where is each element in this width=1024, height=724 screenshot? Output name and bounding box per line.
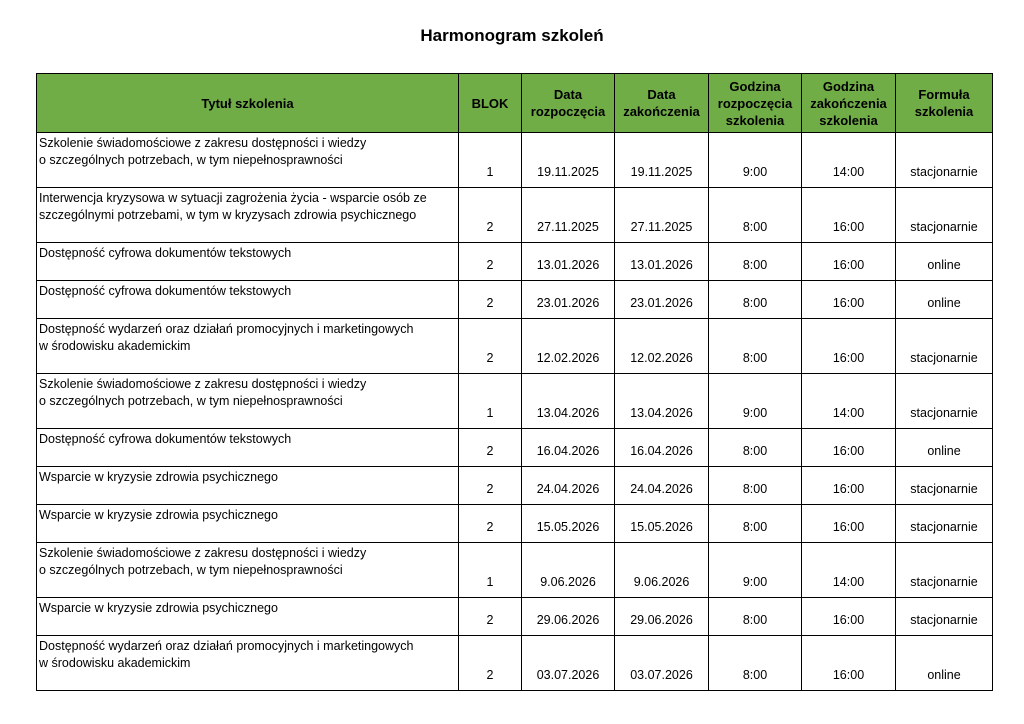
block-cell: 2 [459, 243, 522, 281]
start-date-cell: 15.05.2026 [522, 505, 615, 543]
end-time-cell: 16:00 [802, 429, 896, 467]
start-time-cell: 9:00 [709, 374, 802, 429]
training-title-line: w środowisku akademickim [39, 339, 191, 353]
start-date-cell: 19.11.2025 [522, 133, 615, 188]
training-title: Dostępność cyfrowa dokumentów tekstowych [37, 243, 459, 281]
training-title: Wsparcie w kryzysie zdrowia psychicznego [37, 467, 459, 505]
block-cell: 1 [459, 133, 522, 188]
end-date-cell: 27.11.2025 [615, 188, 709, 243]
start-time-cell: 8:00 [709, 505, 802, 543]
header-start-time: Godzina rozpoczęcia szkolenia [709, 74, 802, 133]
block-cell: 2 [459, 505, 522, 543]
end-time-cell: 16:00 [802, 467, 896, 505]
end-date-cell: 16.04.2026 [615, 429, 709, 467]
block-cell: 1 [459, 543, 522, 598]
training-title [37, 543, 459, 598]
end-time-cell: 14:00 [802, 133, 896, 188]
training-title: Interwencja kryzysowa w sytuacji zagrożenia życia - wsparcie osób ze szczególnymi potrzebami, w tym w kryzysach zdrowia psychicznego [37, 188, 459, 243]
training-title [37, 636, 459, 691]
block-cell: 2 [459, 429, 522, 467]
end-date-cell: 15.05.2026 [615, 505, 709, 543]
end-date-cell: 03.07.2026 [615, 636, 709, 691]
block-cell: 2 [459, 188, 522, 243]
start-time-cell: 9:00 [709, 133, 802, 188]
start-date-cell: 12.02.2026 [522, 319, 615, 374]
header-formula: Formuła szkolenia [896, 74, 993, 133]
end-time-cell: 16:00 [802, 505, 896, 543]
start-time-cell: 8:00 [709, 188, 802, 243]
start-time-cell: 8:00 [709, 243, 802, 281]
formula-cell: stacjonarnie [896, 543, 993, 598]
table-row [37, 505, 993, 543]
end-time-cell: 16:00 [802, 281, 896, 319]
start-date-cell: 29.06.2026 [522, 598, 615, 636]
table-row [37, 374, 993, 429]
header-block: BLOK [459, 74, 522, 133]
training-title-line: Dostępność wydarzeń oraz działań promocyjnych i marketingowych [39, 639, 414, 653]
start-time-cell: 9:00 [709, 543, 802, 598]
end-date-cell: 23.01.2026 [615, 281, 709, 319]
end-date-cell: 24.04.2026 [615, 467, 709, 505]
formula-cell: online [896, 243, 993, 281]
end-date-cell: 19.11.2025 [615, 133, 709, 188]
end-date-cell: 13.04.2026 [615, 374, 709, 429]
end-time-cell: 16:00 [802, 636, 896, 691]
end-time-cell: 14:00 [802, 374, 896, 429]
end-time-cell: 16:00 [802, 243, 896, 281]
end-date-cell: 9.06.2026 [615, 543, 709, 598]
end-time-cell: 16:00 [802, 598, 896, 636]
start-date-cell: 13.04.2026 [522, 374, 615, 429]
formula-cell: online [896, 429, 993, 467]
header-end-time: Godzina zakończenia szkolenia [802, 74, 896, 133]
end-time-cell: 14:00 [802, 543, 896, 598]
training-title-line: Szkolenie świadomościowe z zakresu dostępności i wiedzy [39, 136, 367, 150]
formula-cell: stacjonarnie [896, 505, 993, 543]
training-title: Dostępność cyfrowa dokumentów tekstowych [37, 281, 459, 319]
training-title-line: Dostępność wydarzeń oraz działań promocyjnych i marketingowych [39, 322, 414, 336]
training-title: Wsparcie w kryzysie zdrowia psychicznego [37, 505, 459, 543]
formula-cell: stacjonarnie [896, 598, 993, 636]
table-row [37, 543, 993, 598]
training-title-line: w środowisku akademickim [39, 656, 191, 670]
start-time-cell: 8:00 [709, 467, 802, 505]
header-end-date: Data zakończenia [615, 74, 709, 133]
table-row [37, 188, 993, 243]
start-time-cell: 8:00 [709, 319, 802, 374]
end-date-cell: 12.02.2026 [615, 319, 709, 374]
formula-cell: stacjonarnie [896, 319, 993, 374]
training-title-line: Szkolenie świadomościowe z zakresu dostępności i wiedzy [39, 377, 367, 391]
end-date-cell: 29.06.2026 [615, 598, 709, 636]
block-cell: 2 [459, 467, 522, 505]
training-title-line: Szkolenie świadomościowe z zakresu dostępności i wiedzy [39, 546, 367, 560]
start-date-cell: 27.11.2025 [522, 188, 615, 243]
block-cell: 1 [459, 374, 522, 429]
formula-cell: stacjonarnie [896, 374, 993, 429]
formula-cell: online [896, 281, 993, 319]
end-time-cell: 16:00 [802, 319, 896, 374]
start-time-cell: 8:00 [709, 429, 802, 467]
header-start-date: Data rozpoczęcia [522, 74, 615, 133]
training-title: Wsparcie w kryzysie zdrowia psychicznego [37, 598, 459, 636]
formula-cell: stacjonarnie [896, 188, 993, 243]
start-date-cell: 9.06.2026 [522, 543, 615, 598]
table-row [37, 133, 993, 188]
formula-cell: stacjonarnie [896, 467, 993, 505]
end-time-cell: 16:00 [802, 188, 896, 243]
block-cell: 2 [459, 598, 522, 636]
header-title: Tytuł szkolenia [37, 74, 459, 133]
end-date-cell: 13.01.2026 [615, 243, 709, 281]
start-time-cell: 8:00 [709, 281, 802, 319]
table-row [37, 636, 993, 691]
start-date-cell: 13.01.2026 [522, 243, 615, 281]
schedule-table [36, 73, 993, 691]
block-cell: 2 [459, 319, 522, 374]
page-title: Harmonogram szkoleń [420, 26, 604, 45]
training-title-line: o szczególnych potrzebach, w tym niepełnosprawności [39, 563, 343, 577]
start-time-cell: 8:00 [709, 636, 802, 691]
block-cell: 2 [459, 636, 522, 691]
training-title [37, 319, 459, 374]
table-header-row [37, 74, 993, 133]
start-date-cell: 23.01.2026 [522, 281, 615, 319]
start-date-cell: 24.04.2026 [522, 467, 615, 505]
table-row [37, 467, 993, 505]
formula-cell: online [896, 636, 993, 691]
table-row [37, 281, 993, 319]
start-time-cell: 8:00 [709, 598, 802, 636]
training-title-line: o szczególnych potrzebach, w tym niepełnosprawności [39, 394, 343, 408]
training-title-line: o szczególnych potrzebach, w tym niepełnosprawności [39, 153, 343, 167]
training-title [37, 133, 459, 188]
table-row [37, 598, 993, 636]
table-row [37, 429, 993, 467]
table-row [37, 319, 993, 374]
table-row [37, 243, 993, 281]
training-title: Dostępność cyfrowa dokumentów tekstowych [37, 429, 459, 467]
training-title [37, 374, 459, 429]
block-cell: 2 [459, 281, 522, 319]
formula-cell: stacjonarnie [896, 133, 993, 188]
start-date-cell: 16.04.2026 [522, 429, 615, 467]
start-date-cell: 03.07.2026 [522, 636, 615, 691]
